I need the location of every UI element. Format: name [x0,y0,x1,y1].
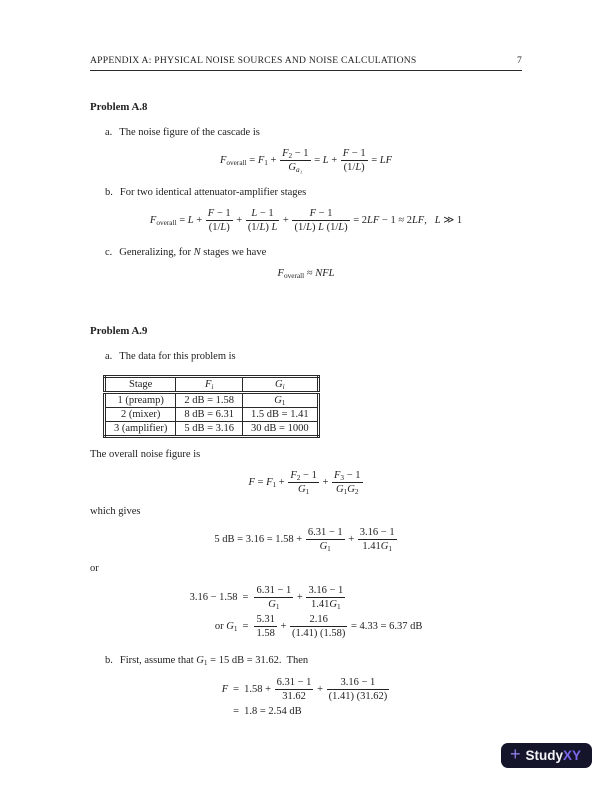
eq-lhs: or $G_1$ [214,621,238,633]
item-a8b-text: For two identical attenuator-amplifier stages [119,187,307,198]
logo-text-xy: XY [562,748,581,763]
para-or: or [90,563,99,574]
running-title: APPENDIX A: PHYSICAL NOISE SOURCES AND NOISE CALCULATIONS [90,55,417,66]
para-which-gives: which gives [90,506,141,517]
eq-lhs: F [221,684,229,695]
equals-sign: = [233,684,240,695]
eq-rhs: 1.58 + $\frac{6.31 - 1}{31.62}$ + $\frac{3.16 - 1}{(1.41) (31.62)}$ [244,677,388,702]
item-a8b-label: b. [105,187,113,198]
equation-row [190,612,423,641]
studyxy-logo [501,743,592,768]
item-a8a-label: a. [105,127,113,138]
para-overall-noise: The overall noise figure is [90,449,201,460]
cell-g-1: $G_1$ [243,393,319,408]
plus-icon: + [509,744,521,764]
item-a8c-text: Generalizing, for N stages we have [119,247,267,258]
table-row [105,393,319,408]
item-a9b [105,655,522,666]
table-row [105,422,319,437]
eq-rhs: $\frac{6.31 - 1}{G_1}$ + $\frac{3.16 - 1}{1.41G_1}$ [256,585,344,611]
col-header-stage: Stage [105,377,176,393]
item-a9a-text: The data for this problem is [119,351,236,362]
equation-a8a: $F_{overall} = F_1$ + $\frac{F_2 - 1}{G_{a_1}}$ = L + $\frac{F - 1}{(1/L)}$ = LF [219,148,393,174]
cell-g-2: 1.5 dB = 1.41 [243,408,319,422]
col-header-fi: $F_i$ [176,377,243,393]
problem-a9-heading: Problem A.9 [90,325,148,337]
page-number: 7 [516,55,522,66]
eq-rhs: $\frac{5.31}{1.58}$ + $\frac{2.16}{(1.41) (1.58)}$ = 4.33 = 6.37 dB [256,614,423,639]
stage-data-table [103,375,320,438]
equation-a8b: $F_{overall} = L$ + $\frac{F - 1}{(1/L)}$ + $\frac{L - 1}{(1/L) L}$ + $\frac{F - 1}{(1/L) L (1/L)}$ = 2LF − 1 ≈ 2LF, L ≫ 1 [149,208,463,233]
logo-text-study: Study [525,748,563,763]
table-header-row [105,377,319,393]
eq-rhs: 1.8 = 2.54 dB [244,706,302,717]
cell-stage-2: 2 (mixer) [105,408,176,422]
item-a8c-label: c. [105,247,113,258]
cell-g-3: 30 dB = 1000 [243,422,319,437]
item-a9a [105,351,522,362]
item-a8b [105,187,522,198]
equation-row [190,583,423,612]
item-a9b-text: First, assume that $G_1 = 15$ dB = 31.62. Then [119,655,309,667]
problem-a8-heading: Problem A.8 [90,101,148,113]
equation-align-f [222,675,390,719]
item-a8a [105,127,522,138]
equals-sign: = [242,621,249,632]
eq-lhs: 3.16 − 1.58 [189,592,238,603]
col-header-gi: $G_i$ [243,377,319,393]
item-a9a-label: a. [105,351,113,362]
equals-sign: = [242,592,249,603]
cell-f-1: 2 dB = 1.58 [176,393,243,408]
equation-row [222,675,390,704]
equation-align-g1 [190,583,423,641]
equation-row [222,704,390,719]
item-a9b-label: b. [105,655,113,666]
cell-stage-1: 1 (preamp) [105,393,176,408]
cell-stage-3: 3 (amplifier) [105,422,176,437]
equals-sign: = [233,706,240,717]
item-a8c [105,247,522,258]
item-a8a-text: The noise figure of the cascade is [119,127,260,138]
cell-f-3: 5 dB = 3.16 [176,422,243,437]
equation-a8c: $F_{overall}$ ≈ NFL [277,268,335,280]
page-header [90,0,522,71]
cell-f-2: 8 dB = 6.31 [176,408,243,422]
equation-a9-gives: 5 dB = 3.16 = 1.58 + $\frac{6.31 - 1}{G_1}$ + $\frac{3.16 - 1}{1.41G_1}$ [214,527,395,553]
table-row [105,408,319,422]
equation-a9-overall: $F = F_1$ + $\frac{F_2 - 1}{G_1}$ + $\frac{F_3 - 1}{G_1G_2}$ [248,470,361,496]
